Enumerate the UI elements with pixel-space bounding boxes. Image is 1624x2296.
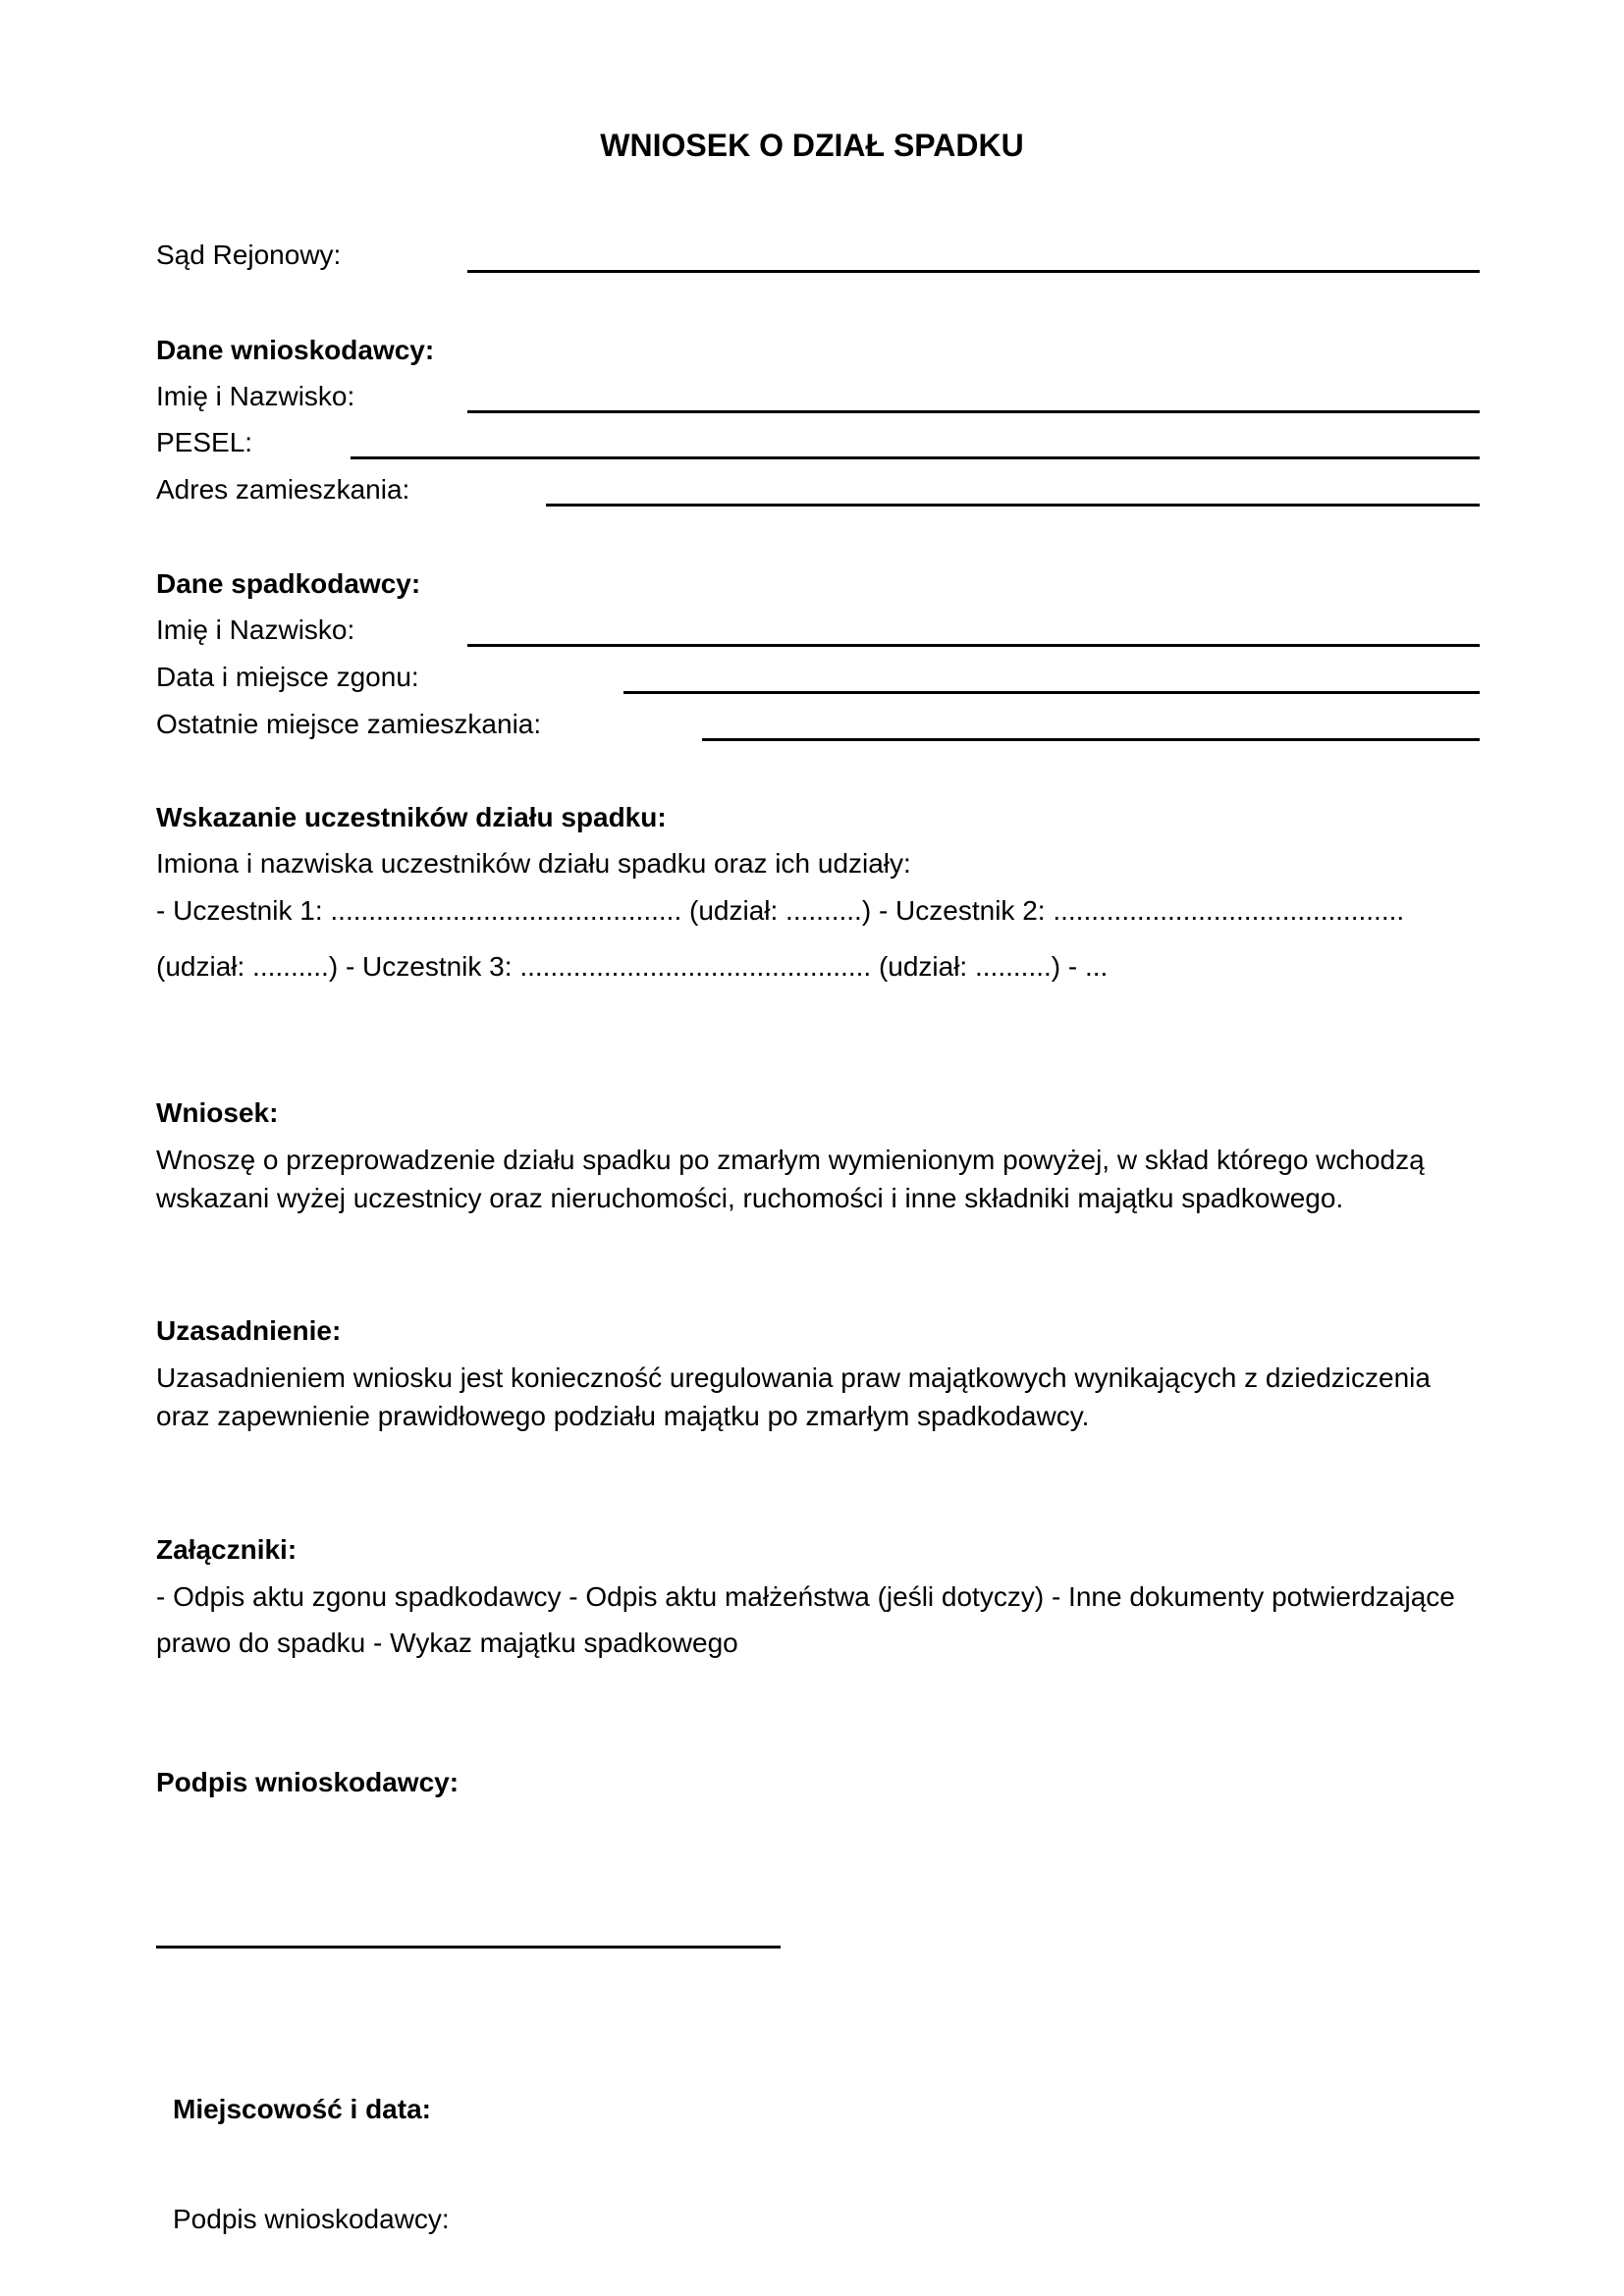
court-field-line[interactable] [467, 270, 1480, 273]
motion-heading: Wniosek: [156, 1097, 279, 1128]
applicant-heading: Dane wnioskodawcy: [156, 335, 435, 365]
participants-intro: Imiona i nazwiska uczestników działu spadku oraz ich udziały: [156, 848, 911, 879]
decedent-name-label: Imię i Nazwisko: [156, 614, 355, 645]
applicant-name-label: Imię i Nazwisko: [156, 381, 355, 411]
court-label: Sąd Rejonowy: [156, 240, 342, 270]
motion-text: Wnoszę o przeprowadzenie działu spadku po zmarłym wymienionym powyżej, w skład którego wchodzą wskazani wyżej uczestnicy oraz nieruchomości, ruchomości i inne składniki majątku spadkowego. [156, 1145, 1425, 1213]
justification-text: Uzasadnieniem wniosku jest konieczność uregulowania praw majątkowych wynikających z dziedziczenia oraz zapewnienie prawidłowego podziału majątku po zmarłym spadkodawcy. [156, 1362, 1431, 1431]
attachments-heading: Załączniki: [156, 1534, 298, 1565]
applicant-address-label: Adres zamieszkania: [156, 474, 410, 505]
decedent-last-address-field-line[interactable] [702, 738, 1480, 741]
participants-line-2: (udział: ..........) - Uczestnik 3: .............................................. (udział: ..........) - ... [156, 951, 1109, 982]
participants-heading: Wskazanie uczestników działu spadku: [156, 802, 667, 832]
justification-heading: Uzasadnienie: [156, 1315, 342, 1346]
document-title: WNIOSEK O DZIAŁ SPADKU [600, 128, 1024, 163]
decedent-last-address-label: Ostatnie miejsce zamieszkania: [156, 709, 542, 739]
participants-line-1: - Uczestnik 1: .............................................. (udział: ..........) - Uczestnik 2: .............................................. [156, 895, 1405, 926]
signature-heading: Podpis wnioskodawcy: [156, 1767, 460, 1797]
attachments-text: - Odpis aktu zgonu spadkodawcy - Odpis aktu małżeństwa (jeśli dotyczy) - Inne dokumenty potwierdzające prawo do spadku - Wykaz majątku spadkowego [156, 1581, 1455, 1658]
decedent-heading: Dane spadkodawcy: [156, 568, 421, 599]
applicant-address-field-line[interactable] [546, 504, 1480, 507]
decedent-death-field-line[interactable] [623, 691, 1480, 694]
place-date-heading: Miejscowość i data: [173, 2094, 431, 2124]
applicant-name-field-line[interactable] [467, 410, 1480, 413]
decedent-death-label: Data i miejsce zgonu: [156, 662, 419, 692]
applicant-pesel-label: PESEL: [156, 427, 253, 457]
place-date-signature-label: Podpis wnioskodawcy: [173, 2204, 450, 2234]
decedent-name-field-line[interactable] [467, 644, 1480, 647]
signature-line[interactable] [156, 1946, 781, 1949]
applicant-pesel-field-line[interactable] [351, 456, 1480, 459]
